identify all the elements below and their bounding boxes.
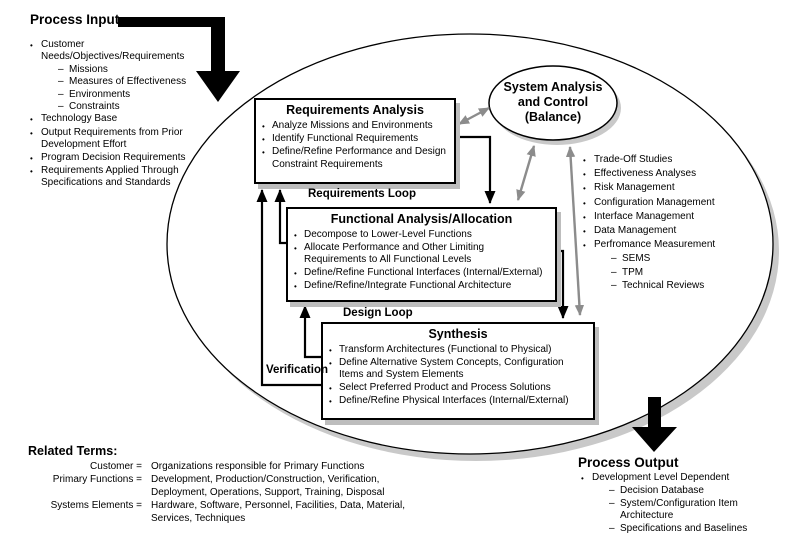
requirements-analysis-box <box>254 98 456 184</box>
sac-line-1: System Analysis <box>503 80 603 94</box>
list-item-text: Constraints <box>69 101 120 113</box>
sac-line-3: (Balance) <box>524 110 582 124</box>
sac-line-2: and Control <box>517 95 589 109</box>
list-item <box>329 344 587 357</box>
list-item-text: Select Preferred Product and Process Solutions <box>339 381 551 393</box>
list-item-text: System/Configuration Item Architecture <box>620 497 738 522</box>
list-item <box>262 120 448 133</box>
list-item-text: Customer Needs/Objectives/Requirements <box>41 39 185 63</box>
related-term-definition: Development, Production/Construction, Verification, Deployment, Operations, Support, Training, Disposal <box>151 474 385 498</box>
bullet-marker: • <box>581 474 584 483</box>
bullet-marker: • <box>30 153 33 163</box>
list-item-text: Decompose to Lower-Level Functions <box>304 229 472 240</box>
process-output-list <box>581 472 767 535</box>
list-item <box>58 64 202 76</box>
list-item-text: Configuration Management <box>594 196 715 208</box>
related-term-definition: Organizations responsible for Primary Functions <box>151 461 365 472</box>
list-item <box>294 267 549 280</box>
bullet-marker: • <box>329 383 332 393</box>
bullet-marker: • <box>294 244 297 254</box>
list-item-text: Decision Database <box>620 485 704 497</box>
list-item-text: Interface Management <box>594 210 695 222</box>
functional-analysis-title: Functional Analysis/Allocation <box>330 212 513 226</box>
list-item <box>611 252 778 265</box>
list-item <box>58 101 202 113</box>
process-output-title: Process Output <box>578 455 679 470</box>
list-item-text: Trade-Off Studies <box>594 154 673 165</box>
list-item <box>294 229 549 242</box>
bullet-marker: • <box>30 128 33 138</box>
list-item <box>294 280 549 293</box>
bullet-marker: • <box>262 135 265 145</box>
bullet-marker: • <box>583 170 586 180</box>
bullet-marker: • <box>583 156 586 165</box>
synthesis-list <box>329 344 587 408</box>
related-term-name: Primary Functions = <box>52 474 142 486</box>
list-item <box>611 266 778 279</box>
bullet-marker: • <box>329 396 332 406</box>
related-term-row <box>38 461 427 473</box>
bullet-marker: • <box>262 122 265 131</box>
dash-marker: – <box>609 522 615 534</box>
list-item <box>611 279 778 292</box>
requirements-analysis-list <box>262 120 448 171</box>
bullet-marker: • <box>30 41 33 50</box>
list-item-text: Specifications and Baselines <box>620 522 748 534</box>
dash-marker: – <box>609 485 615 497</box>
list-item-text: Data Management <box>594 225 677 237</box>
sac-activity-list <box>583 153 778 292</box>
bullet-marker: • <box>583 184 586 194</box>
dash-marker: – <box>609 497 615 509</box>
functional-analysis-list <box>294 229 549 293</box>
list-item-text: Effectiveness Analyses <box>594 168 697 180</box>
list-item-text: Define/Refine/Integrate Functional Architecture <box>304 279 512 291</box>
dash-marker: – <box>58 101 64 113</box>
dash-marker: – <box>58 88 64 100</box>
process-input-title: Process Input <box>30 12 120 27</box>
list-item-text: Analyze Missions and Environments <box>272 120 433 131</box>
list-item <box>30 113 202 126</box>
list-item-text: Program Decision Requirements <box>41 151 186 163</box>
requirements-analysis-title: Requirements Analysis <box>286 103 424 117</box>
list-item-text: Perfromance Measurement <box>594 239 716 251</box>
bullet-marker: • <box>583 212 586 222</box>
list-item-text: Development Level Dependent <box>592 472 730 483</box>
bullet-marker: • <box>294 231 297 240</box>
related-term-definition: Hardware, Software, Personnel, Facilities, Data, Material, Services, Techniques <box>151 500 405 524</box>
bullet-marker: • <box>329 359 332 369</box>
bullet-marker: • <box>294 268 297 278</box>
list-item <box>30 39 202 64</box>
dash-marker: – <box>611 266 617 278</box>
bullet-marker: • <box>262 148 265 158</box>
list-item <box>294 242 549 266</box>
process-input-list <box>30 39 202 190</box>
related-terms-title: Related Terms: <box>28 444 118 458</box>
bullet-marker: • <box>583 241 586 251</box>
list-item <box>262 133 448 146</box>
list-item <box>329 382 587 395</box>
list-item <box>583 181 778 195</box>
list-item-text: Output Requirements from Prior Development Effort <box>41 126 183 151</box>
list-item-text: Transform Architectures (Functional to Physical) <box>339 344 552 355</box>
list-item <box>58 76 202 88</box>
related-term-row <box>38 500 427 525</box>
list-item <box>262 146 448 170</box>
dash-marker: – <box>611 253 617 265</box>
list-item-text: Requirements Applied Through Specifications and Standards <box>41 165 179 189</box>
list-item-text: Define/Refine Performance and Design Constraint Requirements <box>272 146 446 170</box>
list-item-text: Identify Functional Requirements <box>272 133 419 145</box>
verification-label: Verification <box>266 364 328 376</box>
list-item-text: Allocate Performance and Other Limiting Requirements to All Functional Levels <box>304 242 485 266</box>
list-item <box>30 127 202 152</box>
related-term-name: Customer = <box>90 461 142 472</box>
bullet-marker: • <box>329 346 332 355</box>
bullet-marker: • <box>583 227 586 237</box>
list-item <box>583 167 778 181</box>
list-item <box>581 472 767 485</box>
functional-analysis-box <box>286 207 557 302</box>
list-item <box>583 196 778 210</box>
sac-label <box>491 80 615 125</box>
requirements-loop-label: Requirements Loop <box>308 188 416 200</box>
related-terms-table <box>38 461 427 526</box>
synthesis-box <box>321 322 595 420</box>
list-item <box>609 498 767 523</box>
list-item-text: Define/Refine Functional Interfaces (Internal/External) <box>304 266 543 278</box>
list-item-text: Measures of Effectiveness <box>69 76 187 88</box>
list-item-text: Risk Management <box>594 182 675 194</box>
list-item <box>58 89 202 101</box>
list-item-text: TPM <box>622 266 644 278</box>
list-item <box>583 153 778 167</box>
dash-marker: – <box>58 63 64 75</box>
list-item-text: Define Alternative System Concepts, Configuration Items and System Elements <box>339 357 564 381</box>
list-item-text: Environments <box>69 88 131 100</box>
synthesis-title: Synthesis <box>428 327 488 341</box>
bullet-marker: • <box>30 115 33 125</box>
bullet-marker: • <box>294 281 297 291</box>
list-item-text: Technology Base <box>41 113 118 125</box>
list-item <box>30 165 202 190</box>
bullet-marker: • <box>30 167 33 177</box>
list-item-text: Missions <box>69 63 108 75</box>
list-item-text: Technical Reviews <box>622 279 705 291</box>
list-item <box>30 152 202 165</box>
bullet-marker: • <box>583 198 586 208</box>
list-item-text: Define/Refine Physical Interfaces (Internal/External) <box>339 394 569 406</box>
list-item <box>609 485 767 497</box>
dash-marker: – <box>58 76 64 88</box>
list-item <box>583 238 778 252</box>
list-item <box>583 210 778 224</box>
dash-marker: – <box>611 279 617 291</box>
list-item-text: SEMS <box>622 253 651 265</box>
list-item <box>609 523 767 535</box>
related-term-row <box>38 474 427 499</box>
list-item <box>329 357 587 381</box>
list-item <box>583 224 778 238</box>
design-loop-label: Design Loop <box>343 307 413 319</box>
list-item <box>329 395 587 408</box>
related-term-name: Systems Elements = <box>50 500 142 512</box>
